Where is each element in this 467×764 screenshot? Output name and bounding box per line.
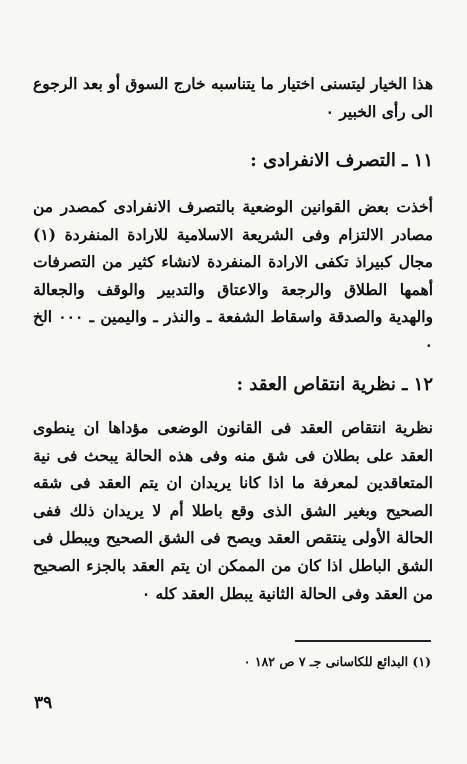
- footnote-divider: [295, 640, 431, 642]
- footnote: (١) البدائع للكاسانى جـ ٧ ص ١٨٢ ٠: [243, 654, 431, 669]
- section-12-paragraph: نظرية انتقاص العقد فى القانون الوضعى مؤداها ان ينطوى العقد على بطلان فى شق منه وفى هذه الحالة يبحث فى نية المتعاقدين لمعرفة ما اذا كانا يريدان ان يتم العقد فى شقه الصحيح وبغير الشق الذى وقع باطلا أم لا يريدان ذلك ففى الحالة الأولى ينتقص العقد ويصح فى الشق الصحيح ويبطل فى الشق الباطل اذا كان من الممكن ان يتم العقد بالجزء الصحيح من العقد وفى الحالة الثانية يبطل العقد كله ٠: [33, 418, 433, 603]
- section-12-heading: ١٢ ـ نظرية انتقاص العقد :: [236, 374, 433, 395]
- page-number: ٣٩: [34, 693, 53, 713]
- intro-paragraph: هذا الخيار ليتسنى اختيار ما يتناسبه خارج السوق أو بعد الرجوع الى رأى الخبير ٠: [33, 74, 433, 121]
- section-11-paragraph: أخذت بعض القوانين الوضعية بالتصرف الانفرادى كمصدر من مصادر الالتزام وفى الشريعة الاسلامية للارادة المنفردة (١) مجال كبيراذ تكفى الارادة المنفردة لانشاء كثير من التصرفات أهمها الطلاق والرجعة والاعتاق والتدبير والوقف والجعالة والهدية والصدقة واسقاط الشفعة ـ والنذر ـ واليمين ـ ٠٠٠ الخ ٠: [33, 197, 434, 354]
- section-11-heading: ١١ ـ التصرف الانفرادى :: [250, 150, 433, 171]
